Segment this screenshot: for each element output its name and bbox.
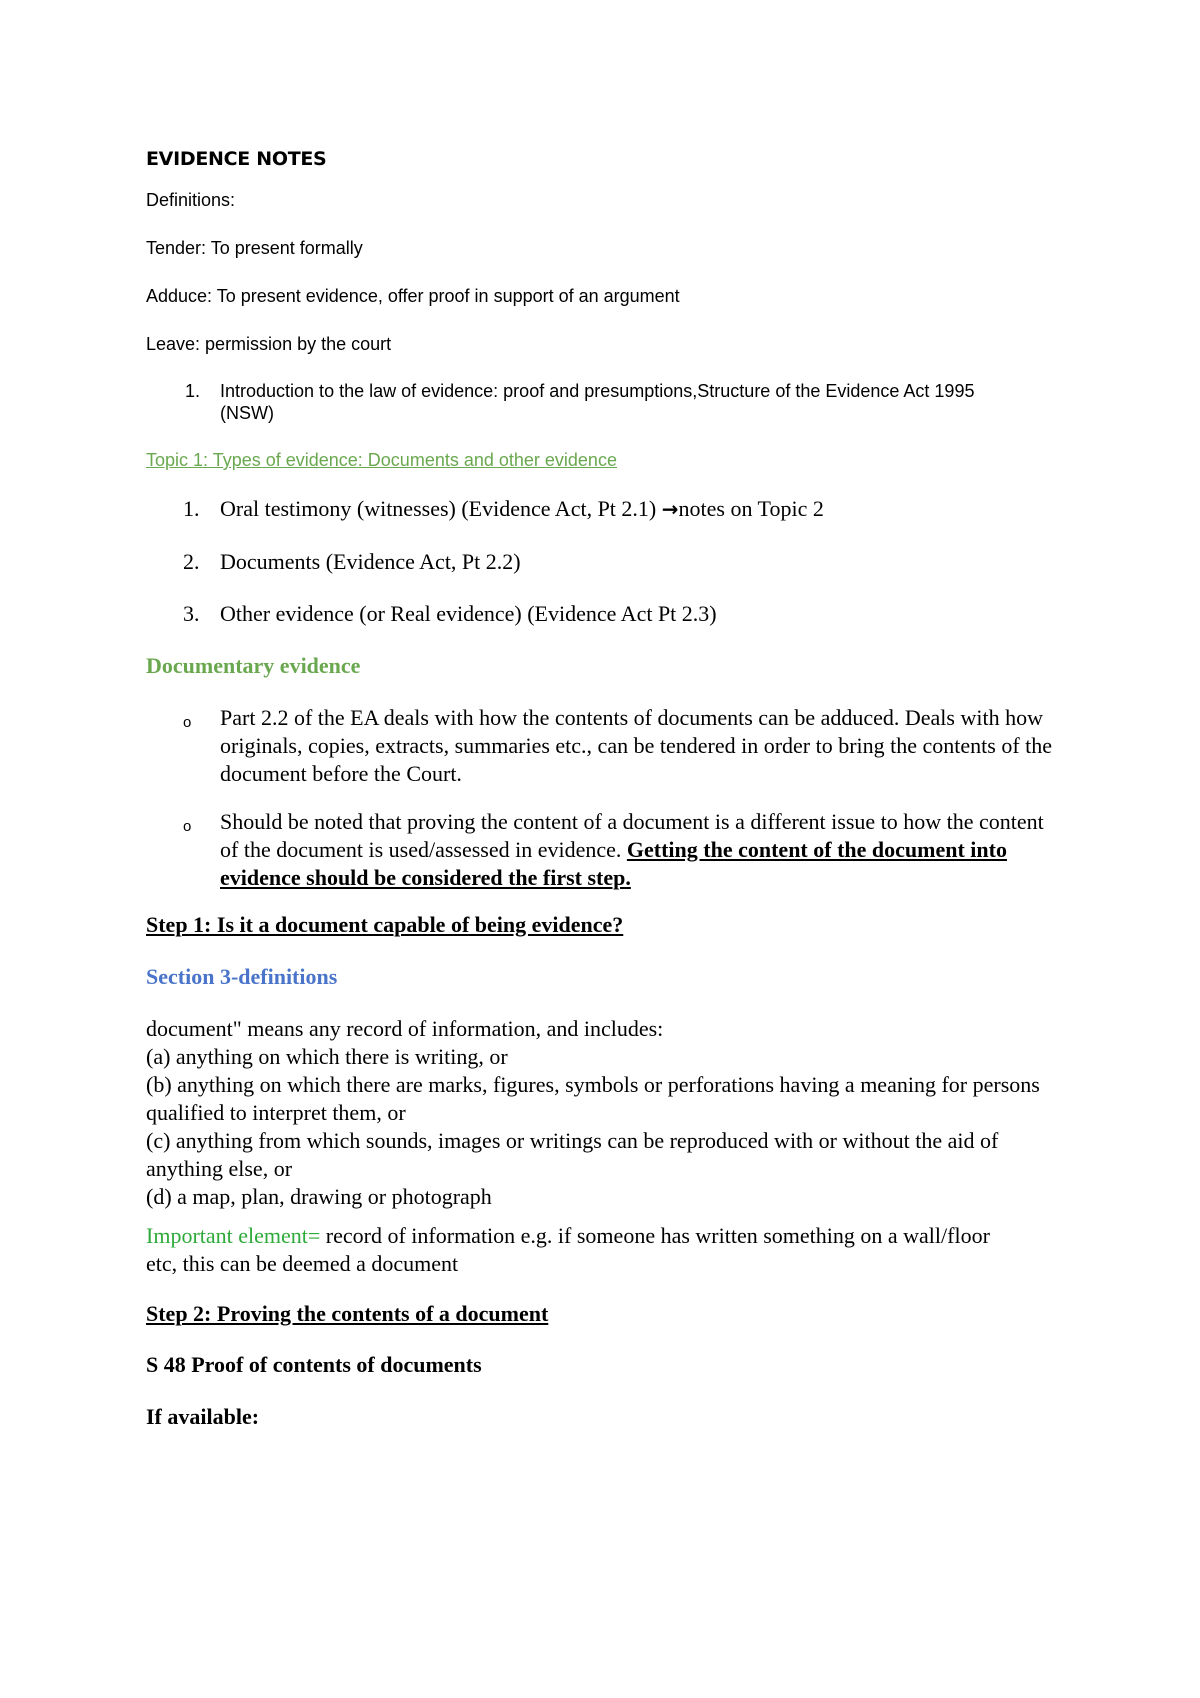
definition-line: (c) anything from which sounds, images or writings can be reproduced with or without the aid of anything else, or (146, 1128, 999, 1181)
documentary-heading: Documentary evidence (146, 653, 361, 678)
important-element-note (146, 1222, 1006, 1278)
list-number: 1. (183, 496, 200, 521)
section3-heading: Section 3-definitions (146, 964, 338, 989)
definition-line: document" means any record of information, and includes: (146, 1016, 664, 1041)
definition-adduce: Adduce: To present evidence, offer proof in support of an argument (146, 286, 680, 306)
arrow-right-icon: → (661, 497, 679, 521)
document-definition (146, 1015, 1066, 1211)
list-item-text: notes on Topic 2 (678, 496, 824, 521)
list-item-text: Oral testimony (witnesses) (Evidence Act, Pt 2.1) (220, 496, 662, 521)
list-number: 2. (183, 549, 200, 574)
important-label: Important element= (146, 1223, 321, 1248)
if-available-heading: If available: (146, 1404, 260, 1429)
list-number: 1. (185, 381, 201, 401)
list-number: 3. (183, 601, 200, 626)
topic1-list-item (146, 548, 1066, 576)
definitions-heading: Definitions: (146, 190, 236, 210)
topic1-heading: Topic 1: Types of evidence: Documents and other evidence (146, 450, 617, 470)
definition-line: (b) anything on which there are marks, figures, symbols or perforations having a meaning for persons qualified to interpret them, or (146, 1072, 1040, 1125)
intro-list-item (146, 380, 1066, 424)
documentary-bullet (146, 808, 1066, 892)
important-text: record of information e.g. if someone has written something on a wall/floor etc, this can be deemed a document (146, 1223, 990, 1276)
documentary-bullet (146, 704, 1066, 788)
bullet-icon: o (183, 818, 192, 835)
bullet-text: Part 2.2 of the EA deals with how the contents of documents can be adduced. Deals with how originals, copies, extracts, summaries etc., can be tendered in order to bring the contents of the document before the Court. (220, 705, 1053, 786)
list-item-text: Introduction to the law of evidence: proof and presumptions,Structure of the Evidence Act 1995 (NSW) (220, 381, 975, 423)
step2-heading: Step 2: Proving the contents of a document (146, 1301, 549, 1326)
bullet-icon: o (183, 714, 192, 731)
list-item-text: Documents (Evidence Act, Pt 2.2) (220, 549, 521, 574)
list-item-text: Other evidence (or Real evidence) (Evidence Act Pt 2.3) (220, 601, 717, 626)
s48-heading: S 48 Proof of contents of documents (146, 1352, 482, 1377)
definition-line: (a) anything on which there is writing, or (146, 1044, 508, 1069)
topic1-list-item (146, 600, 1066, 628)
definition-line: (d) a map, plan, drawing or photograph (146, 1184, 492, 1209)
topic1-list-item (146, 495, 1066, 523)
bullet-emphasis-text: Getting the content of the document into evidence should be considered the first step. (220, 837, 1007, 890)
document-title: EVIDENCE NOTES (146, 148, 327, 170)
step1-heading: Step 1: Is it a document capable of being evidence? (146, 912, 624, 937)
definition-leave: Leave: permission by the court (146, 334, 392, 354)
definition-tender: Tender: To present formally (146, 238, 363, 258)
bullet-text: Should be noted that proving the content of a document is a different issue to how the content of the document is used/assessed in evidence. (220, 809, 1044, 862)
